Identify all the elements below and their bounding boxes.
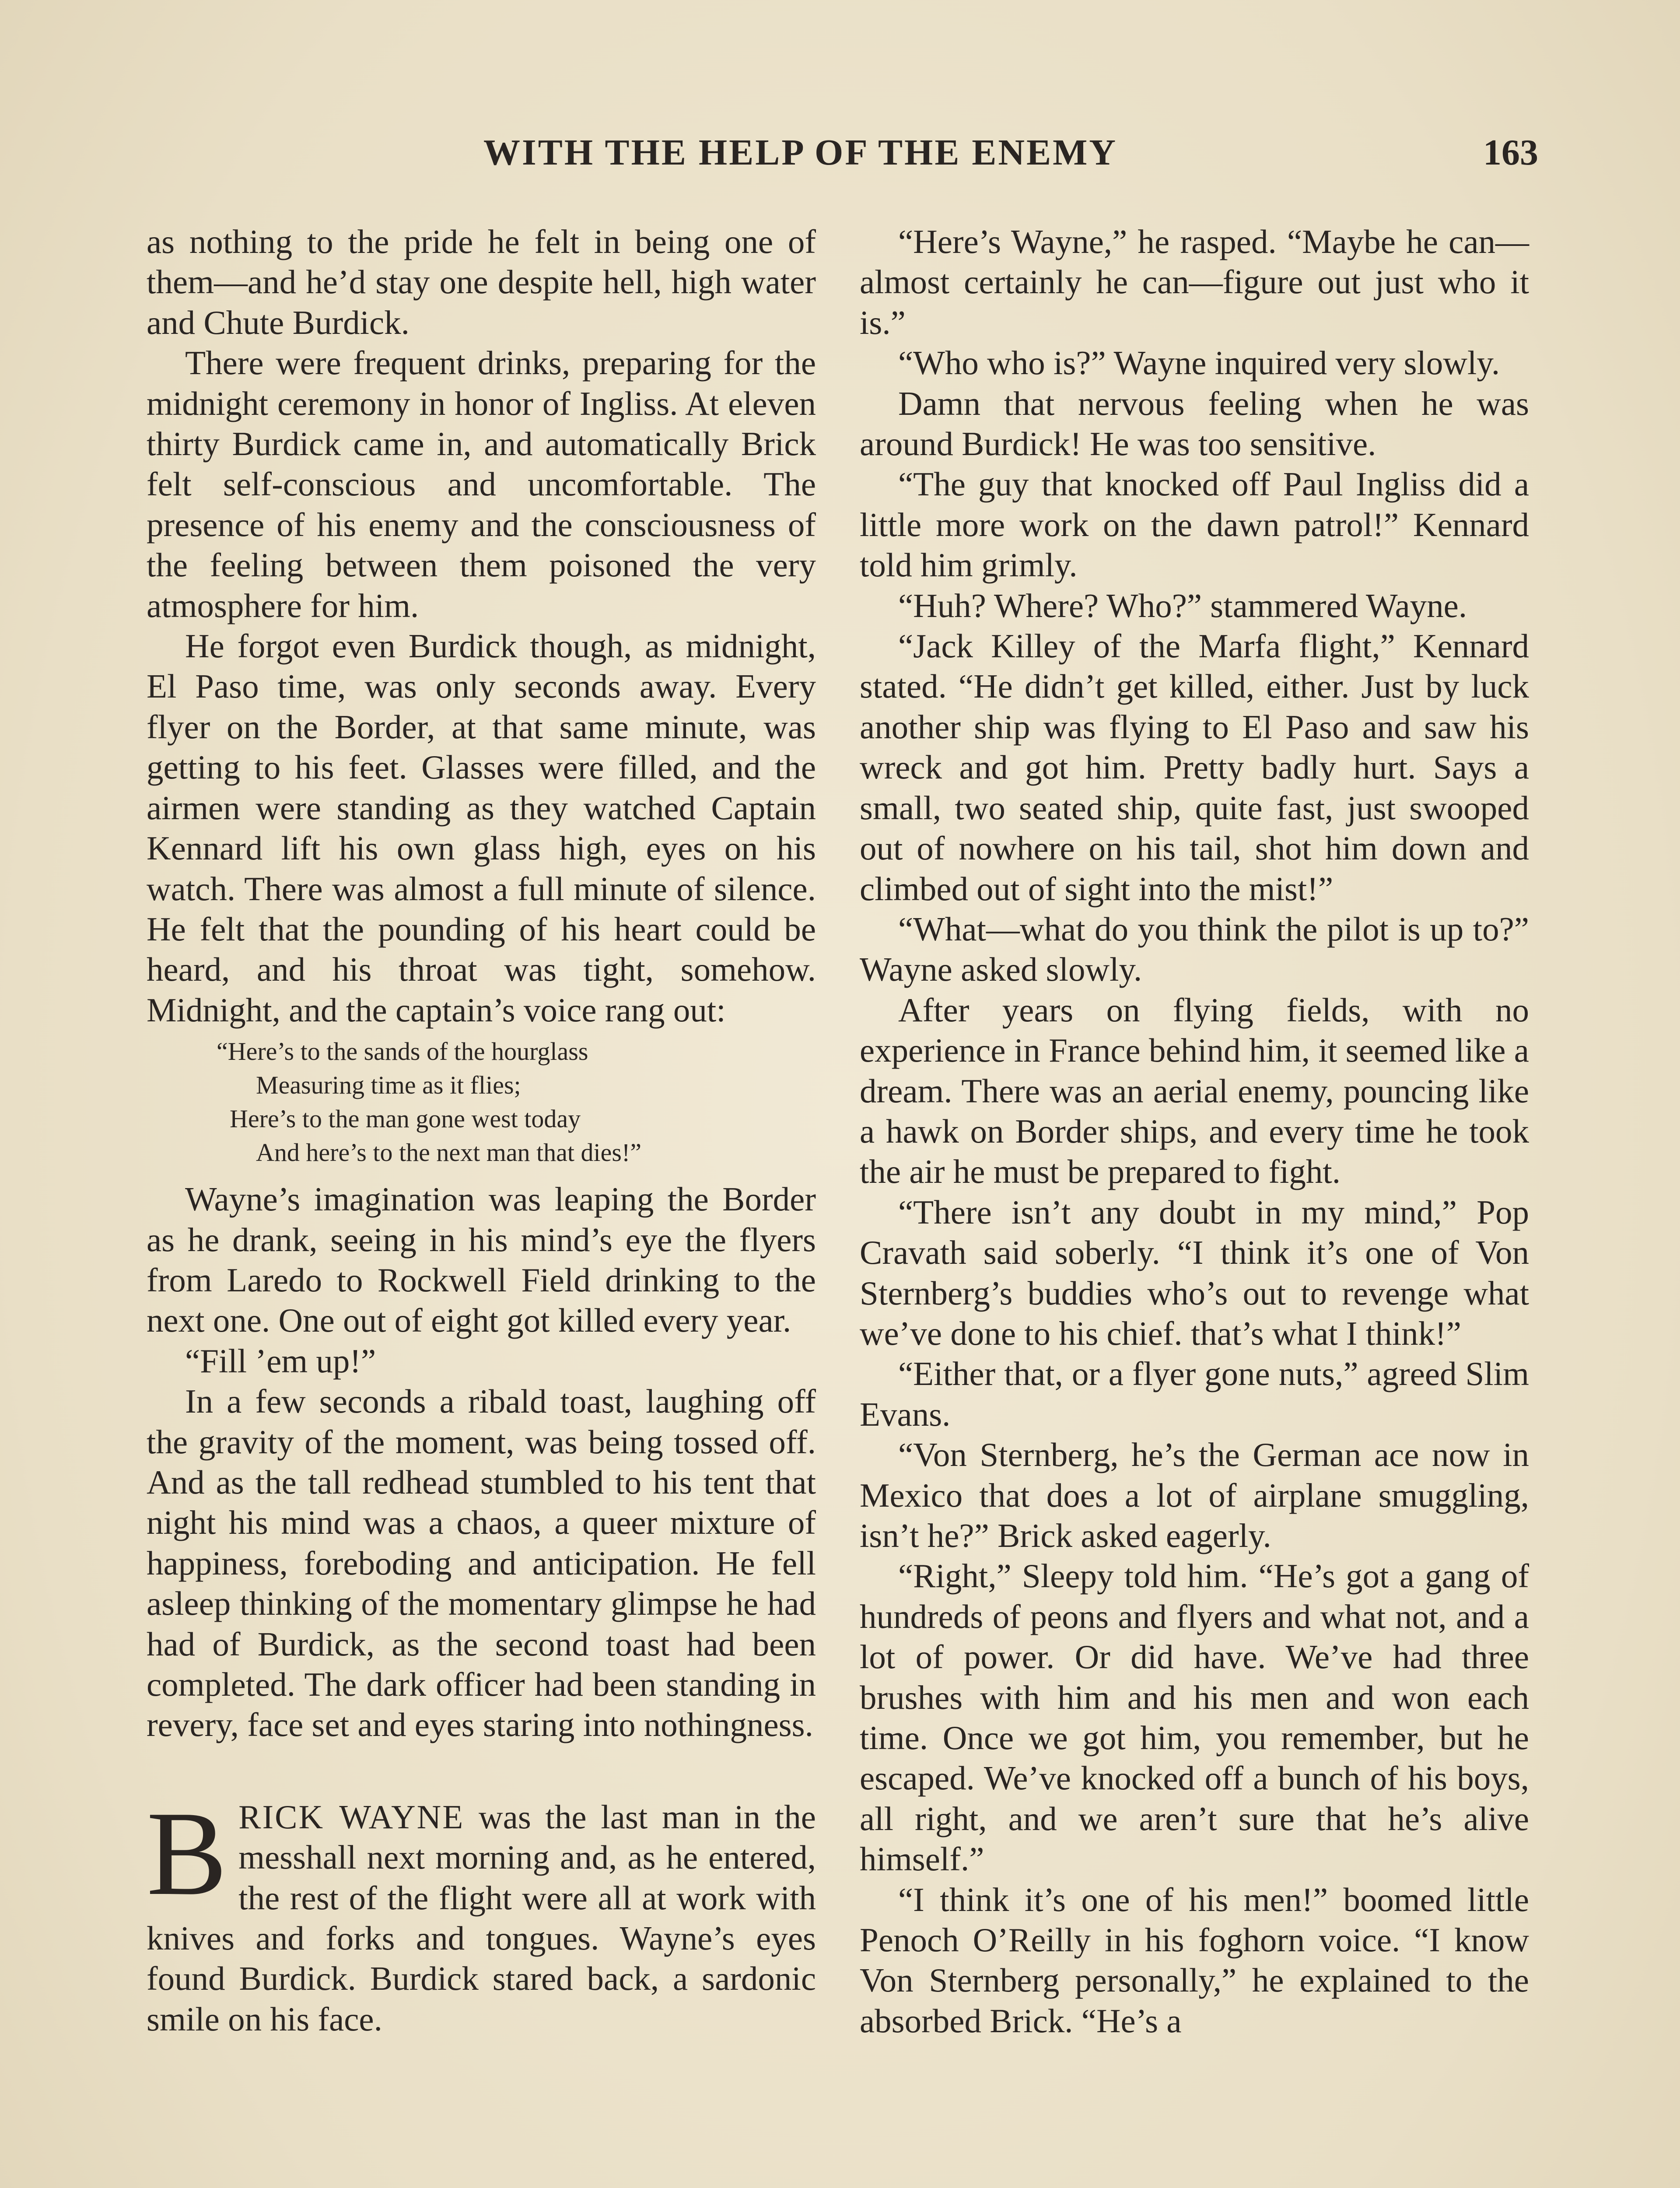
right-column — [860, 221, 1529, 2041]
paragraph: as nothing to the pride he felt in being one of them—and he’d stay one despite hell, high water and Chute Burdick. — [147, 223, 816, 341]
section-text: was the last man in the messhall next morning and, as he entered, the rest of the flight were all at work with knives and forks and tongues. Wayne’s eyes found Burdick. Burdick stared back, a sardonic smile on his face. — [147, 1798, 816, 2038]
paragraph: “Fill ’em up!” — [185, 1342, 376, 1380]
paragraph: “Jack Killey of the Marfa flight,” Kennard stated. “He didn’t get killed, either. Just by luck another ship was flying to El Paso and saw his wreck and got him. Pretty badly hurt. Says a small, two seated ship, quite fast, just swooped out of nowhere on his tail, shot him down and climbed out of sight into the mist!” — [860, 627, 1529, 908]
paragraph: After years on flying fields, with no experience in France behind him, it seemed like a dream. There was an aerial enemy, pouncing like a hawk on Border ships, and every time he took the air he must be prepared to fight. — [860, 991, 1529, 1191]
paragraph: In a few seconds a ribald toast, laughing off the gravity of the moment, was being tossed off. And as the tall redhead stumbled to his tent that night his mind was a chaos, a queer mixture of happiness, foreboding and anticipation. He fell asleep thinking of the momentary glimpse he had had of Burdick, as the second toast had been completed. The dark officer had been standing in revery, face set and eyes staring into nothingness. — [147, 1382, 816, 1744]
page-header — [0, 131, 1680, 179]
paragraph: Wayne’s imagination was leaping the Border as he drank, seeing in his mind’s eye the flyers from Laredo to Rockwell Field drinking to the next one. One out of eight got killed every year. — [147, 1180, 816, 1339]
section-lead-words: RICK WAYNE — [238, 1798, 465, 1836]
paragraph: “The guy that knocked off Paul Ingliss did a little more work on the dawn patrol!” Kennard told him grimly. — [860, 465, 1529, 584]
verse-line: Here’s to the man gone west today — [230, 1105, 581, 1133]
section-opening-paragraph — [147, 1786, 816, 2039]
paragraph: “There isn’t any doubt in my mind,” Pop Cravath said soberly. “I think it’s one of Von Sternberg’s buddies who’s out to revenge what we’ve done to his chief. that’s what I think!” — [860, 1193, 1529, 1352]
paragraph: “Who who is?” Wayne inquired very slowly. — [898, 344, 1500, 382]
left-column — [147, 221, 816, 2039]
section-break — [147, 1745, 816, 1797]
paragraph: “Huh? Where? Who?” stammered Wayne. — [898, 586, 1467, 624]
paragraph: “Either that, or a flyer gone nuts,” agreed Slim Evans. — [860, 1355, 1529, 1433]
paragraph: “Right,” Sleepy told him. “He’s got a gang of hundreds of peons and flyers and what not, and a lot of power. Or did have. We’ve had three brushes with him and his men and won each time. Once we got him, you remember, but he escaped. We’ve knocked off a bunch of his boys, all right, and we aren’t sure that he’s alive himself.” — [860, 1557, 1529, 1878]
paragraph: “Here’s Wayne,” he rasped. “Maybe he can—almost certainly he can—figure out just who it is.” — [860, 223, 1529, 341]
verse-line: “Here’s to the sands of the hourglass — [217, 1037, 588, 1066]
verse-line: And here’s to the next man that dies!” — [256, 1138, 642, 1167]
paragraph: “What—what do you think the pilot is up to?” Wayne asked slowly. — [860, 910, 1529, 989]
verse-line: Measuring time as it flies; — [256, 1071, 521, 1100]
page-number: 163 — [1483, 132, 1538, 173]
paragraph: He forgot even Burdick though, as midnight, El Paso time, was only seconds away. Every flyer on the Border, at that same minute, was getting to his feet. Glasses were filled, and the airmen were standing as they watched Captain Kennard lift his own glass high, eyes on his watch. There was almost a full minute of silence. He felt that the pounding of his heart could be heard, and his throat was tight, somehow. Midnight, and the captain’s voice rang out: — [147, 627, 816, 1029]
drop-cap: B — [147, 1786, 228, 1920]
paragraph: “I think it’s one of his men!” boomed little Penoch O’Reilly in his foghorn voice. “I know Von Sternberg personally,” he explained to the absorbed Brick. “He’s a — [860, 1880, 1529, 2040]
running-title: WITH THE HELP OF THE ENEMY — [483, 132, 1118, 173]
paragraph: Damn that nervous feeling when he was around Burdick! He was too sensitive. — [860, 384, 1529, 463]
paragraph: “Von Sternberg, he’s the German ace now in Mexico that does a lot of airplane smuggling, isn’t he?” Brick asked eagerly. — [860, 1436, 1529, 1554]
toast-verse — [147, 1034, 816, 1169]
paragraph: There were frequent drinks, preparing for the midnight ceremony in honor of Ingliss. At eleven thirty Burdick came in, and automatically Brick felt self-conscious and uncomfortable. The presence of his enemy and the consciousness of the feeling between them poisoned the very atmosphere for him. — [147, 344, 816, 624]
